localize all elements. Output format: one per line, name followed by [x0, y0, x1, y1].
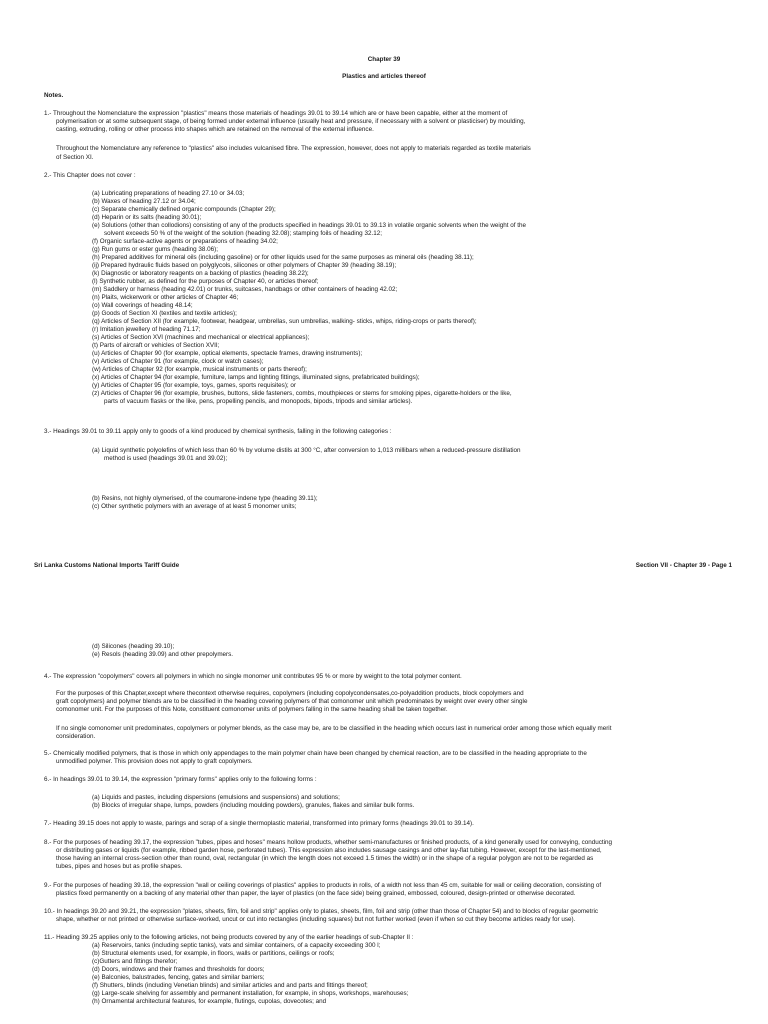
footer-left: Sri Lanka Customs National Imports Tariff Guide [34, 562, 180, 569]
page-2-text-line: (d) Silicones (heading 39.10); [92, 643, 175, 650]
page-2-text-line: tubes, pipes and hoses but as profile shapes. [56, 863, 183, 870]
page-1-text-line: (h) Prepared additives for mineral oils (including gasoline) or for other liquids used for the same purposes as mineral oils (heading 38.11); [92, 254, 474, 261]
page-2-text-line: (c)Gutters and fittings therefor; [92, 958, 178, 965]
page-1-text-line: (e) Solutions (other than collodions) consisting of any of the products specified in headings 39.01 to 39.13 in volatile organic solvents when the weight of the [92, 222, 527, 229]
page-1-text-line: (c) Separate chemically defined organic compounds (Chapter 29); [92, 206, 276, 213]
page-1-text-line: (k) Diagnostic or laboratory reagents on a backing of plastics (heading 38.22); [92, 270, 309, 277]
footer-right: Section VII - Chapter 39 - Page 1 [635, 562, 732, 569]
page-1-text-line: (b) Waxes of heading 27.12 or 34.04; [92, 198, 196, 205]
page-1-text-line: (a) Lubricating preparations of heading 27.10 or 34.03; [92, 190, 245, 197]
page-1-text-line: (u) Articles of Chapter 90 (for example, optical elements, spectacle frames, drawing instruments); [92, 350, 363, 357]
page-2-text-line: (f) Shutters, blinds (including Venetian blinds) and similar articles and and parts and fittings thereof; [92, 982, 368, 989]
page-2-text-line: graft copolymers) and polymer blends are to be classified in the heading covering polymers of that comonomer unit which predominates by weight over every other single [56, 698, 528, 705]
page-2-text-line: (h) Ornamental architectural features, for example, flutings, cupolas, dovecotes; and [92, 998, 327, 1005]
page-1-text-line: (ij) Prepared hydraulic fluids based on polyglycols, silicones or other polymers of Chapter 39 (heading 38.19); [92, 262, 397, 269]
page-1-text-line: (y) Articles of Chapter 95 (for example, toys, games, sports requisites); or [92, 382, 297, 389]
page-1-text-line: (m) Saddlery or harness (heading 42.01) or trunks, suitcases, handbags or other containers of heading 42.02; [92, 286, 398, 293]
page-2-text-line: (e) Resols (heading 39.09) and other prepolymers. [92, 651, 234, 658]
page-1-text-line: 1.- Throughout the Nomenclature the expression "plastics" means those materials of headings 39.01 to 39.14 which are or have been capable, either at the moment of [44, 110, 508, 117]
page-2-text-line: (d) Doors, windows and their frames and thresholds for doors; [92, 966, 265, 973]
page-2-text-line: 11.- Heading 39.25 applies only to the following articles, not being products covered by any of the earlier headings of sub-Chapter II : [44, 934, 414, 941]
page-2-text-line: (b) Blocks of irregular shape, lumps, powders (including moulding powders), granules, flakes and similar bulk forms. [92, 802, 415, 809]
page-1-text-line: (z) Articles of Chapter 96 (for example, brushes, buttons, slide fasteners, combs, mouthpieces or stems for smoking pipes, cigarette-holders or the like, [92, 390, 512, 397]
page-2-text-line: consideration. [56, 733, 96, 740]
page-2-text-line: unmodified polymer. This provision does not apply to graft copolymers. [56, 758, 253, 765]
notes-heading: Notes. [44, 92, 64, 99]
page-1-text-line: 2.- This Chapter does not cover : [44, 172, 136, 179]
page-1-text-line: (w) Articles of Chapter 92 (for example, musical instruments or parts thereof); [92, 366, 307, 373]
page-1-text-line: (n) Plaits, wickerwork or other articles of Chapter 46; [92, 294, 239, 301]
page-1-text-line: (p) Goods of Section XI (textiles and textile articles); [92, 310, 237, 317]
page-1-text-line: (a) Liquid synthetic polyolefins of which less than 60 % by volume distils at 300 °C, after conversion to 1,013 millibars when a reduced-pressure distillation [92, 447, 521, 454]
page-1-text-line: solvent exceeds 50 % of the weight of the solution (heading 32.08); stamping foils of heading 32.12; [104, 230, 382, 237]
page-2-text-line: shape, whether or not printed or otherwise surface-worked, uncut or cut into rectangles (including squares) but not further worked (even if when so cut they become articles ready for use). [56, 916, 576, 923]
page-2-text-line: 5.- Chemically modified polymers, that is those in which only appendages to the main polymer chain have been changed by chemical reaction, are to be classified in the heading appropriate to the [44, 750, 587, 757]
page-2-text-line: 7.- Heading 39.15 does not apply to waste, parings and scrap of a single thermoplastic material, transformed into primary forms (headings 39.01 to 39.14). [44, 820, 474, 827]
page-2-text-line: 9.- For the purposes of heading 39.18, the expression "wall or ceiling coverings of plastics" applies to products in rolls, of a width not less than 45 cm, suitable for wall or ceiling decoration, consisting of [44, 882, 602, 889]
page-1-text-line: (t) Parts of aircraft or vehicles of Section XVII; [92, 342, 220, 349]
page-1-text-line: polymerisation or at some subsequent stage, of being formed under external influence (usually heat and pressure, if necessary with a solvent or plasticiser) by moulding, [56, 118, 526, 125]
page-2-text-line: If no single comonomer unit predominates, copolymers or polymer blends, as the case may be, are to be classified in the heading which occurs last in numerical order among those which equally merit [56, 725, 612, 732]
page-2-text-line: (a) Reservoirs, tanks (including septic tanks), vats and similar containers, of a capacity exceeding 300 l; [92, 942, 381, 949]
page-2-text-line: (g) Large-scale shelving for assembly and permanent installation, for example, in shops, workshops, warehouses; [92, 990, 409, 997]
page-1-text-line: (b) Resins, not highly olymerised, of the coumarone-indene type (heading 39.11); [92, 495, 318, 502]
page-1-text-line: parts of vacuum flasks or the like, pens, propelling pencils, and monopods, bipods, tripods and similar articles). [104, 398, 413, 405]
page-1-text-line: 3.- Headings 39.01 to 39.11 apply only to goods of a kind produced by chemical synthesis, falling in the following categories : [44, 428, 392, 435]
page-2-text-line: For the purposes of this Chapter,except where thecontext otherwise requires, copolymers (including copolycondensates,co-polyaddition products, block copolymers and [56, 690, 524, 697]
page-2-text-line: (a) Liquids and pastes, including dispersions (emulsions and suspensions) and solutions; [92, 794, 340, 801]
page-2-text-line: plastics fixed permanently on a backing of any material other than paper, the layer of plastics (on the face side) being grained, embossed, coloured, design-printed or otherwise decorated. [56, 890, 576, 897]
page-2-text-line: (e) Balconies, balustrades, fencing, gates and similar barriers; [92, 974, 265, 981]
page-2-text-line: 8.- For the purposes of heading 39.17, the expression "tubes, pipes and hoses" means hollow products, whether semi-manufactures or finished products, of a kind generally used for conveying, conducting [44, 839, 613, 846]
page-1-text-line: method is used (headings 39.01 and 39.02); [104, 455, 228, 462]
page-1-text-line: (r) Imitation jewellery of heading 71.17; [92, 326, 201, 333]
chapter-title: Plastics and articles thereof [342, 73, 426, 80]
page-2-text-line: 6.- In headings 39.01 to 39.14, the expression "primary forms" applies only to the following forms : [44, 776, 317, 783]
page-2-text-line: 10.- In headings 39.20 and 39.21, the expression "plates, sheets, film, foil and strip" applies only to plates, sheets, film, foil and strip (other than those of Chapter 54) and to blocks of regular geometric [44, 908, 599, 915]
page-1-text-line: (o) Wall coverings of heading 48.14; [92, 302, 193, 309]
page-1-text-line: (g) Run gums or ester gums (heading 38.06); [92, 246, 218, 253]
page-1-text-line: (v) Articles of Chapter 91 (for example, clock or watch cases); [92, 358, 264, 365]
chapter-number: Chapter 39 [367, 56, 401, 63]
page-2-text-line: or distributing gases or liquids (for example, ribbed garden hose, perforated tubes). This expression also includes sausage casings and other lay-flat tubing. However, except for the last-mentioned, [56, 847, 602, 854]
page-1-text-line: (x) Articles of Chapter 94 (for example, furniture, lamps and lighting fittings, illuminated signs, prefabricated buildings); [92, 374, 420, 381]
page-1-text-line: (q) Articles of Section XII (for example, footwear, headgear, umbrellas, sun umbrellas, walking- sticks, whips, riding-crops or parts thereof); [92, 318, 477, 325]
page-1-text-line: (f) Organic surface-active agents or preparations of heading 34.02; [92, 238, 278, 245]
page-1-text-line: (d) Heparin or its salts (heading 30.01); [92, 214, 202, 221]
page-1-text-line: casting, extruding, rolling or other process into shapes which are retained on the removal of the external influence. [56, 126, 374, 133]
page-2-text-line: comonomer unit. For the purposes of this Note, constituent comonomer units of polymers falling in the same heading shall be taken together. [56, 706, 448, 713]
page-1-text-line: (s) Articles of Section XVI (machines and mechanical or electrical appliances); [92, 334, 310, 341]
page-2-text-line: (b) Structural elements used, for example, in floors, walls or partitions, ceilings or roofs; [92, 950, 335, 957]
page-2-text-line: 4.- The expression "copolymers" covers all polymers in which no single monomer unit contributes 95 % or more by weight to the total polymer content. [44, 673, 462, 680]
page-2-text-line: those having an internal cross-section other than round, oval, rectangular (in which the length does not exceed 1.5 times the width) or in the shape of a regular polygon are not to be regarded as [56, 855, 594, 862]
page-1-text-line: of Section XI. [56, 154, 94, 161]
page-1-text-line: (l) Synthetic rubber, as defined for the purposes of Chapter 40, or articles thereof; [92, 278, 319, 285]
page-1-text-line: (c) Other synthetic polymers with an average of at least 5 monomer units; [92, 503, 297, 510]
page-1-text-line: Throughout the Nomenclature any reference to "plastics" also includes vulcanised fibre. The expression, however, does not apply to materials regarded as textile materials [56, 145, 531, 152]
